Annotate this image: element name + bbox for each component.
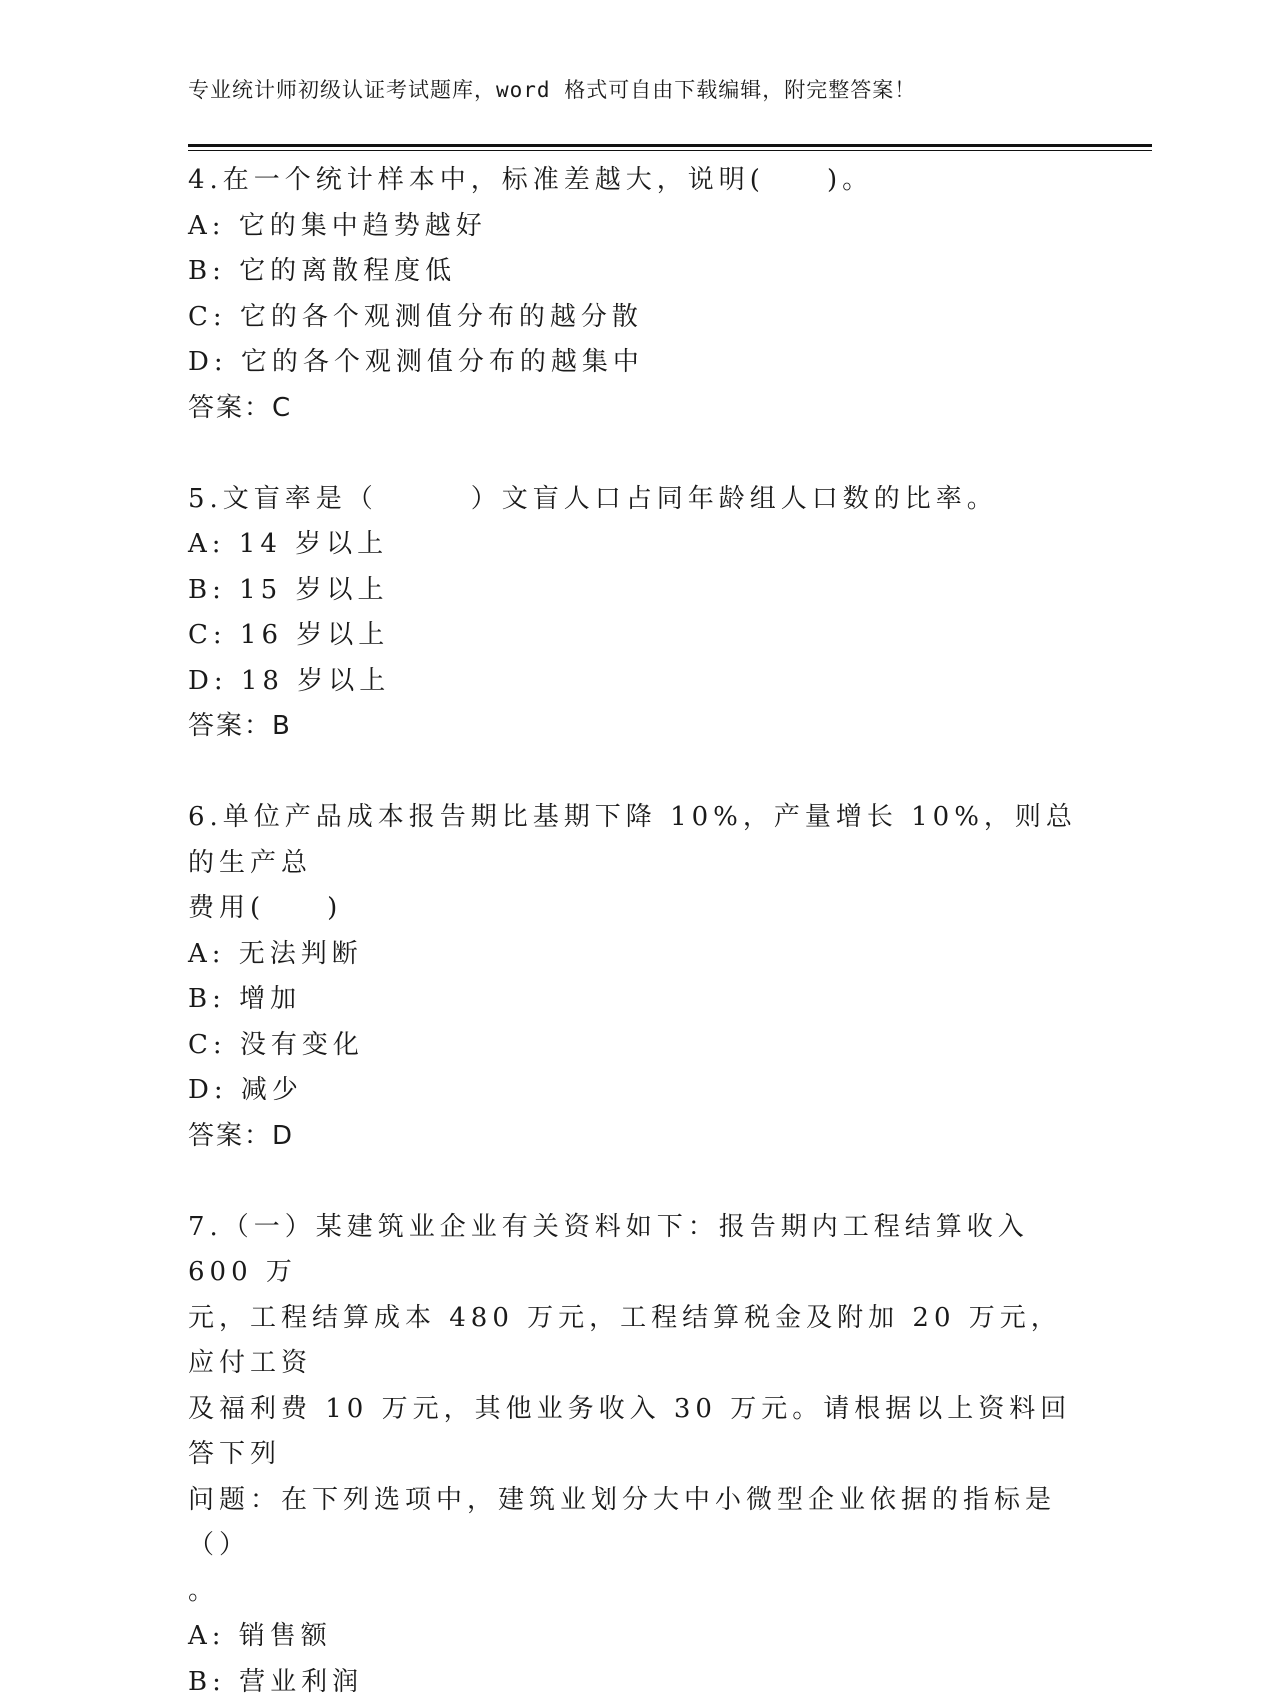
question-stem: 5.文盲率是（ ）文盲人口占同年龄组人口数的比率。: [188, 477, 1088, 523]
question-5: [188, 477, 1088, 750]
question-stem-continued: 元，工程结算成本 480 万元，工程结算税金及附加 20 万元，应付工资: [188, 1296, 1088, 1387]
question-4: [188, 158, 1088, 431]
question-stem-continued: 费用( ): [188, 886, 1088, 932]
option-b: B: 增加: [188, 977, 1088, 1023]
spacer: [188, 750, 1088, 796]
option-b: B: 营业利润: [188, 1660, 1088, 1705]
answer-line: 答案：C: [188, 386, 1088, 432]
question-7: [188, 1205, 1088, 1705]
question-stem: 7.（一）某建筑业企业有关资料如下：报告期内工程结算收入 600 万: [188, 1205, 1088, 1296]
page-header: 专业统计师初级认证考试题库，word 格式可自由下载编辑，附完整答案！: [188, 74, 916, 104]
option-c: C: 16 岁以上: [188, 613, 1088, 659]
answer-line: 答案：D: [188, 1114, 1088, 1160]
answer-line: 答案：B: [188, 704, 1088, 750]
option-a: A: 它的集中趋势越好: [188, 204, 1088, 250]
option-d: D: 它的各个观测值分布的越集中: [188, 340, 1088, 386]
option-d: D: 18 岁以上: [188, 659, 1088, 705]
question-list: [188, 158, 1088, 1705]
option-a: A: 无法判断: [188, 932, 1088, 978]
spacer: [188, 431, 1088, 477]
option-d: D: 减少: [188, 1068, 1088, 1114]
header-rule-thin: [188, 150, 1152, 151]
question-stem-continued: 及福利费 10 万元，其他业务收入 30 万元。请根据以上资料回答下列: [188, 1387, 1088, 1478]
spacer: [188, 1159, 1088, 1205]
option-c: C: 它的各个观测值分布的越分散: [188, 295, 1088, 341]
header-rule-thick: [188, 144, 1152, 147]
option-c: C: 没有变化: [188, 1023, 1088, 1069]
question-stem: 6.单位产品成本报告期比基期下降 10%，产量增长 10%，则总的生产总: [188, 795, 1088, 886]
option-a: A: 14 岁以上: [188, 522, 1088, 568]
option-a: A: 销售额: [188, 1614, 1088, 1660]
option-b: B: 15 岁以上: [188, 568, 1088, 614]
question-stem-continued: 问题：在下列选项中，建筑业划分大中小微型企业依据的指标是（）: [188, 1478, 1088, 1569]
question-6: [188, 795, 1088, 1159]
question-stem-continued: 。: [188, 1569, 1088, 1615]
option-b: B: 它的离散程度低: [188, 249, 1088, 295]
question-stem: 4.在一个统计样本中，标准差越大，说明( )。: [188, 158, 1088, 204]
